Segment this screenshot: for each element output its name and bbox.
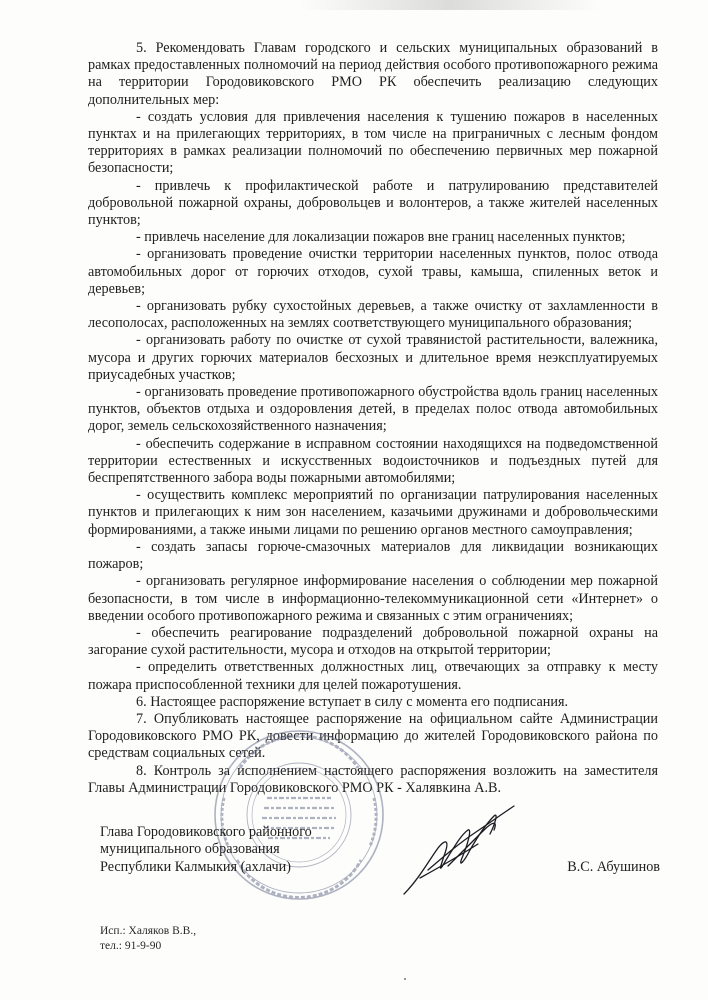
list-item: - организовать работу по очистке от сухой травянистой растительности, валежника, мусора и других горючих материалов бесхозных и длительное время неэксплуатируемых приусадебных участков; [88,332,658,383]
paragraph-7: 7. Опубликовать настоящее распоряжение на официальном сайте Администрации Городовиковского РМО РК, довести информацию до жителей Городовиковского района по средствам социальных сетей. [88,710,658,762]
paragraph-6: 6. Настоящее распоряжение вступает в силу с момента его подписания. [136,693,569,710]
list-item: - организовать проведение противопожарного обустройства вдоль границ населенных пунктов, объектов отдыха и оздоровления детей, в пределах полос отвода автомобильных дорог, земель сельскохозяйственного назначения; [88,384,658,435]
executor-phone: тел.: 91-9-90 [100,940,162,952]
list-item: - создать запасы горюче-смазочных материалов для ликвидации возникающих пожаров; [88,538,658,573]
list-item: - организовать регулярное информирование населения о соблюдении мер пожарной безопасности, в том числе в информационно-телекоммуникационной сети «Интернет» о введении особого противопожарного режима и связанных с этим ограничениях; [88,573,658,624]
list-item: - привлечь к профилактической работе и патрулированию представителей добровольной пожарной охраны, добровольцев и волонтеров, а также жителей населенных пунктов; [88,177,658,229]
list-item: - организовать рубку сухостойных деревьев, а также очистку от захламленности в лесополосах, расположенных на землях соответствующего муниципального образования; [88,298,658,332]
signature-block [100,824,660,894]
list-item: - осуществить комплекс мероприятий по организации патрулирования населенных пунктов и прилегающих к ним зон населением, казачьими дружинами и добровольческими формированиями, а также иными лицами по решению органов местного самоуправления; [88,487,658,538]
document-body [88,40,658,797]
list-item: - создать условия для привлечения населения к тушению пожаров в населенных пунктах и на прилегающих территориях, в том числе на приграничных с лесным фондом территориях в рамках реализации полномочий по обеспечению первичных мер пожарной безопасности; [88,108,658,177]
executor-name: Исп.: Халяков В.В., [100,925,197,937]
scan-edge-mark [300,0,600,10]
list-item: - привлечь население для локализации пожаров вне границ населенных пунктов; [136,229,626,246]
list-item: - обеспечить содержание в исправном состоянии находящихся на подведомственной территории естественных и искусственных водоисточников и подъездных путей для беспрепятственного забора воды пожарными автомобилями; [88,435,658,487]
paragraph-8: 8. Контроль за исполнением настоящего распоряжения возложить на заместителя Главы Администрации Городовиковского РМО РК - Халявкина А.В. [88,762,658,796]
paragraph-5: 5. Рекомендовать Главам городского и сельских муниципальных образований в рамках предоставленных полномочий на период действия особого противопожарного режима на территории Городовиковского РМО РК обеспечить реализацию следующих дополнительных мер: [88,40,658,108]
signer-position-line: Республики Калмыкия (ахлачи) [100,858,291,875]
executor-contacts [100,924,196,954]
signer-position-line: муниципального образования [100,841,280,858]
list-item: - обеспечить реагирование подразделений добровольной пожарной охраны на загорание сухой растительности, мусора и отходов на открытой территории; [88,624,658,659]
signer-position-line: Глава Городовиковского районного [100,824,312,840]
list-item: - определить ответственных должностных лиц, отвечающих за отправку к месту пожара приспособленной техники для целей пожаротушения. [88,659,658,693]
scan-speck [404,978,406,980]
signer-name: В.С. Абушинов [567,859,660,875]
list-item: - организовать проведение очистки территории населенных пунктов, полос отвода автомобильных дорог от горючих отходов, сухой травы, камыша, спиленных веток и деревьев; [88,246,658,297]
